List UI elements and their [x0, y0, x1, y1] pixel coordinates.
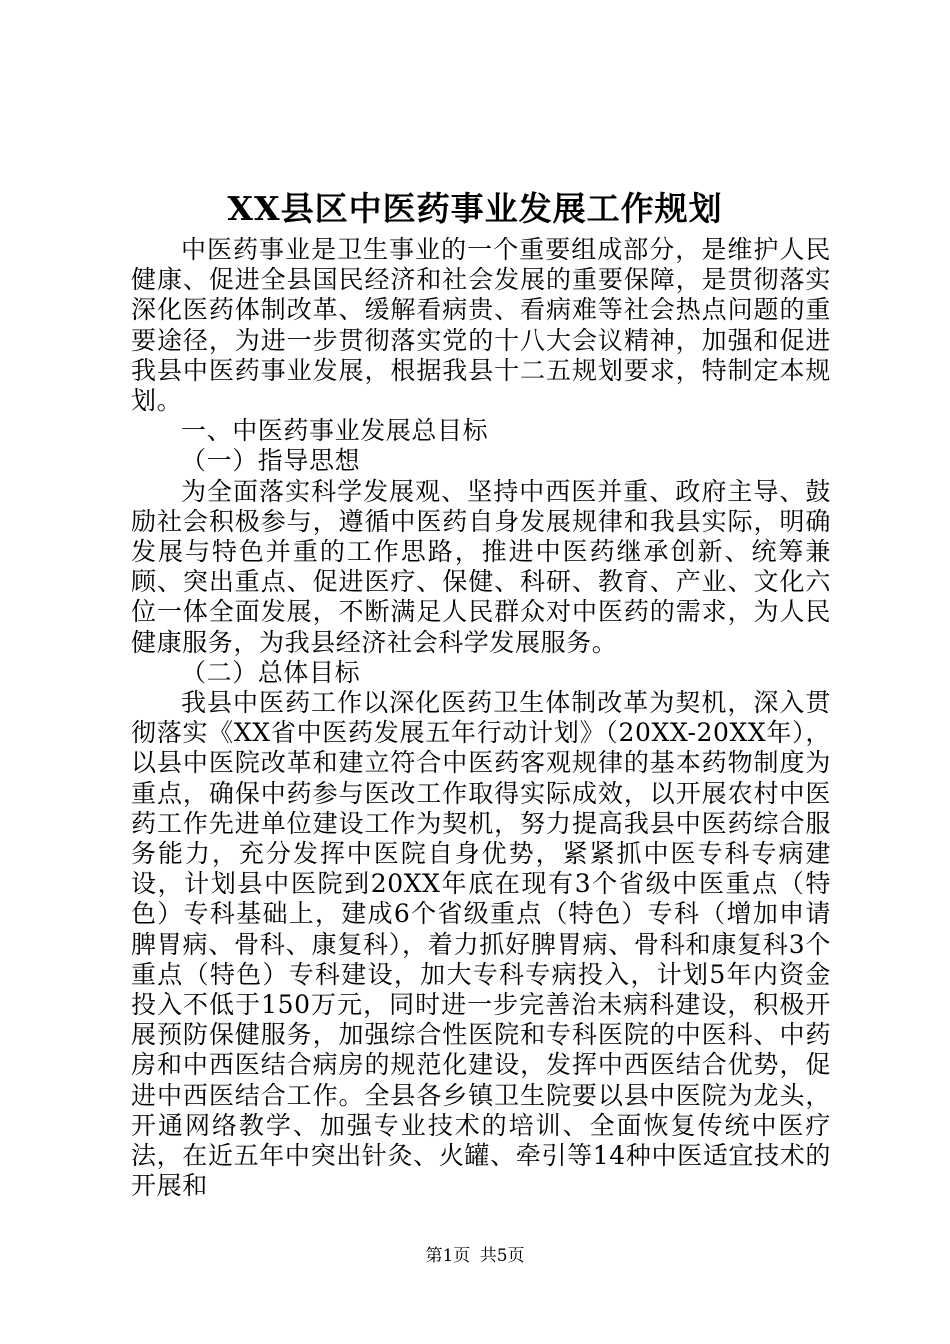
guiding-ideology-paragraph: 为全面落实科学发展观、坚持中西医并重、政府主导、鼓励社会积极参与，遵循中医药自身发展规律和我县实际，明确发展与特色并重的工作思路，推进中医药继承创新、统筹兼顾、突出重点、促进医疗、保健、科研、教育、产业、文化六位一体全面发展，不断满足人民群众对中医药的需求，为人民健康服务，为我县经济社会科学发展服务。 — [131, 476, 831, 657]
subsection-heading-guiding-ideology: （一）指导思想 — [181, 446, 361, 476]
overall-goal-paragraph: 我县中医药工作以深化医药卫生体制改革为契机，深入贯彻落实《XX省中医药发展五年行动计划》（20XX-20XX年），以县中医院改革和建立符合中医药客观规律的基本药物制度为重点，确保中药参与医改工作取得实际成效，以开展农村中医药工作先进单位建设工作为契机，努力提高我县中医药综合服务能力，充分发挥中医院自身优势，紧紧抓中医专科专病建设，计划县中医院到20XX年底在现有3个省级中医重点（特色）专科基础上，建成6个省级重点（特色）专科（增加申请脾胃病、骨科、康复科），着力抓好脾胃病、骨科和康复科3个重点（特色）专科建设，加大专科专病投入，计划5年内资金投入不低于150万元，同时进一步完善治未病科建设，积极开展预防保健服务，加强综合性医院和专科医院的中医科、中药房和中西医结合病房的规范化建设，发挥中西医结合优势，促进中西医结合工作。全县各乡镇卫生院要以县中医院为龙头，开通网络教学、加强专业技术的培训、全面恢复传统中医疗法，在近五年中突出针灸、火罐、牵引等14种中医适宜技术的开展和 — [131, 688, 831, 1201]
intro-paragraph: 中医药事业是卫生事业的一个重要组成部分，是维护人民健康、促进全县国民经济和社会发展的重要保障，是贯彻落实深化医药体制改革、缓解看病贵、看病难等社会热点问题的重要途径，为进一步贯彻落实党的十八大会议精神，加强和促进我县中医药事业发展，根据我县十二五规划要求，特制定本规划。 — [131, 235, 831, 416]
document-body — [131, 235, 831, 1202]
page-number-footer: 第1页 共5页 — [425, 1246, 525, 1266]
subsection-heading-overall-goal: （二）总体目标 — [181, 657, 361, 687]
document-title: XX县区中医药事业发展工作规划 — [227, 189, 723, 228]
section-heading-goals: 一、中医药事业发展总目标 — [181, 416, 489, 446]
